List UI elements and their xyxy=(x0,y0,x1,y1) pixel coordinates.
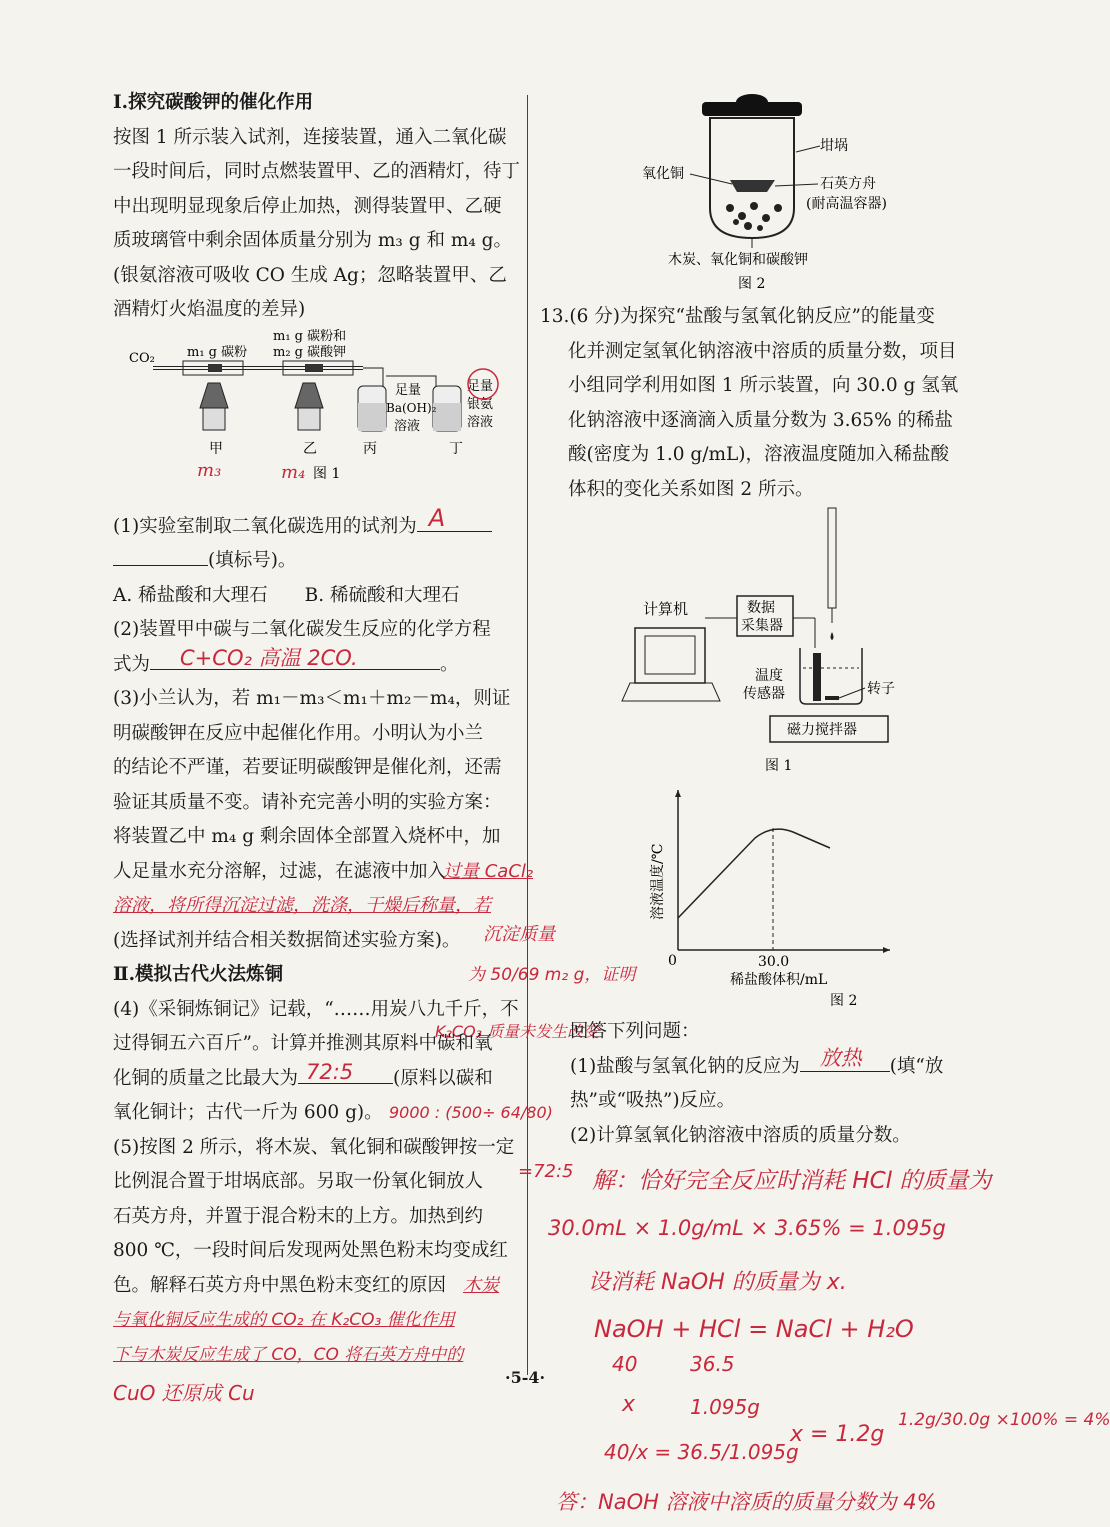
bing-label-b: Ba(OH)₂ xyxy=(386,400,437,415)
bing-label-a: 足量 xyxy=(395,382,422,398)
m1-label2: m₁ g 碳粉和 xyxy=(273,328,347,344)
q5-line-2-text: 比例混合置于坩埚底部。另取一份氧化铜放人 xyxy=(113,1171,484,1192)
sol-line-6b: 1.095g xyxy=(690,1395,760,1419)
hw-q3-method: 溶液，将所得沉淀过滤，洗涤，干燥后称量，若 xyxy=(113,895,491,916)
q3-line-6 xyxy=(113,855,534,890)
q5-hw-line-3 xyxy=(113,1338,518,1373)
sol-line-7b: x = 1.2g xyxy=(790,1422,885,1447)
section1-title: Ⅰ.探究碳酸钾的催化作用 xyxy=(113,92,314,113)
sol-line-6a: x xyxy=(622,1392,636,1417)
q3-hw-line xyxy=(113,889,518,924)
hw-m3: m₃ xyxy=(197,459,222,481)
graph-ylabel: 溶液温度/℃ xyxy=(650,843,666,920)
right-column xyxy=(540,300,980,507)
q1-line xyxy=(113,503,518,545)
sol-line-7: 40/x = 36.5/1.095g xyxy=(604,1440,799,1464)
hw-q5-1: 木炭 xyxy=(463,1274,499,1296)
q1-line-2 xyxy=(113,544,518,579)
hw-q5-2: 与氧化铜反应生成的 CO₂ 在 K₂CO₃ 催化作用 xyxy=(113,1310,455,1330)
graph-origin: 0 xyxy=(668,953,677,969)
hw-q3-reagent: 过量 CaCl₂ xyxy=(443,860,534,882)
hw-q2-equation: C+CO₂ 高温 2CO. xyxy=(180,645,358,670)
app-caption: 图 1 xyxy=(765,758,793,774)
hw-q4-answer: 72:5 xyxy=(306,1059,354,1084)
para1-line-3: 中出现明显现象后停止加热，测得装置甲、乙硬 xyxy=(113,195,502,217)
figure-2-crucible xyxy=(630,88,930,293)
q4-line-2: 过得铜五六百斤”。计算并推测其原料中碳和氧 xyxy=(113,1033,493,1054)
section2-title-text: Ⅱ.模拟古代火法炼铜 xyxy=(113,964,284,985)
cuo-label: 氧化铜 xyxy=(642,166,684,182)
para1-line-6: 酒精灯火焰温度的差异) xyxy=(113,299,306,320)
q4-line-1 xyxy=(113,993,600,1041)
bing-label-c: 溶液 xyxy=(394,418,421,434)
q3-line-3: 的结论不严谨，若要证明碳酸钾是催化剂，还需 xyxy=(113,757,502,778)
hw-q5-3: 下与木炭反应生成了 CO，CO 将石英方舟中的 xyxy=(113,1344,464,1365)
sol-line-5a: 40 xyxy=(612,1352,638,1376)
jia-label: 甲 xyxy=(209,440,223,457)
mix-label: 木炭、氧化铜和碳酸钾 xyxy=(668,252,808,268)
para1-line-4: 质玻璃管中剩余固体质量分别为 m₃ g 和 m₄ g。 xyxy=(113,230,513,251)
para1-line-2: 一段时间后，同时点燃装置甲、乙的酒精灯，待丁 xyxy=(113,161,521,182)
q5-line-2 xyxy=(113,1161,574,1200)
figure-1-apparatus xyxy=(113,328,518,510)
q1-blank xyxy=(417,503,492,532)
stirrer-label: 磁力搅拌器 xyxy=(787,722,857,738)
co2-label: CO₂ xyxy=(129,350,155,366)
section2-title xyxy=(113,958,636,993)
sol-line-5b: 36.5 xyxy=(690,1352,735,1376)
sol-line-8: 答：NaOH 溶液中溶质的质量分数为 4% xyxy=(556,1490,937,1514)
temp-label-2: 传感器 xyxy=(743,686,785,702)
ding-label-c: 溶液 xyxy=(467,414,494,430)
graph-caption: 图 2 xyxy=(830,993,858,1009)
q1-blank-2 xyxy=(113,545,208,566)
para1-line-1: 按图 1 所示装入试剂，连接装置，通入二氧化碳 xyxy=(113,126,507,148)
q1-options: A. 稀盐酸和大理石 B. 稀硫酸和大理石 xyxy=(113,584,460,606)
hw-q1-answer: A xyxy=(428,503,446,532)
daq-label-1: 数据 xyxy=(747,600,775,616)
bing-label: 丙 xyxy=(363,440,377,457)
q4-line-4-text: 氧化铜计；古代一斤为 600 g)。 xyxy=(113,1102,383,1123)
hw-q3-precip: 沉淀质量 xyxy=(483,923,555,945)
q5-line-4: 800 ℃，一段时间后发现两处黑色粉末均变成红 xyxy=(113,1240,508,1261)
q3-line-4: 验证其质量不变。请补充完善小明的实验方案： xyxy=(113,791,502,813)
q13-line-6: 体积的变化关系如图 2 所示。 xyxy=(568,478,814,500)
r-q2-line: (2)计算氢氧化钠溶液中溶质的质量分数。 xyxy=(570,1124,911,1146)
hw-q3-conclusion: K₂CO₃ 质量未发生改变 xyxy=(435,1021,600,1041)
hw-q4-calc: 9000 : (500÷ 64/80) xyxy=(389,1103,553,1122)
q1-suffix: (填标号)。 xyxy=(208,550,297,571)
q3-tail-line xyxy=(113,923,555,959)
m2-label: m₂ g 碳酸钾 xyxy=(273,344,347,360)
graph-xtick: 30.0 xyxy=(758,954,790,970)
sol-line-1: 解：恰好完全反应时消耗 HCl 的质量为 xyxy=(592,1168,992,1194)
boat-label: 石英方舟 xyxy=(820,176,876,192)
q5-line-5 xyxy=(113,1269,518,1304)
q3-line-5: 将装置乙中 m₄ g 剩余固体全部置入烧杯中，加 xyxy=(113,826,501,847)
q13-line-1: 13.(6 分)为探究“盐酸与氢氧化钠反应”的能量变 xyxy=(540,306,935,327)
boat-label-2: (耐高温容器) xyxy=(806,196,887,212)
hw-q4-result: =72:5 xyxy=(518,1161,574,1182)
q1-text: (1)实验室制取二氧化碳选用的试剂为 xyxy=(113,515,417,537)
q13-line-4: 化钠溶液中逐滴滴入质量分数为 3.65% 的稀盐 xyxy=(568,409,954,431)
daq-label-2: 采集器 xyxy=(741,618,783,634)
ding-label-b: 银氨 xyxy=(467,396,494,412)
r-q1-after: (填“放 xyxy=(889,1055,944,1077)
temp-label-1: 温度 xyxy=(755,668,783,684)
q2-blank xyxy=(150,645,440,670)
q3-line-6-text: 人足量水充分溶解，过滤，在滤液中加入 xyxy=(113,860,447,882)
m1-label: m₁ g 碳粉 xyxy=(187,344,248,360)
para1-line-5: (银氨溶液可吸收 CO 生成 Ag；忽略装置甲、乙 xyxy=(113,264,507,286)
r-q1-line xyxy=(570,1045,1000,1085)
q13-line-3: 小组同学利用如图 1 所示装置，向 30.0 g 氢氧 xyxy=(568,375,959,396)
q13-line-5: 酸(密度为 1.0 g/mL)，溶液温度随加入稀盐酸 xyxy=(568,444,950,465)
ding-label-a: 足量 xyxy=(467,378,494,394)
apparatus-diagram xyxy=(113,328,518,510)
fig1-caption: 图 1 xyxy=(313,465,341,482)
q13-line-2: 化并测定氢氧化钠溶液中溶质的质量分数，项目 xyxy=(568,340,957,362)
q5-line-3: 石英方舟，并置于混合粉末的上方。加热到约 xyxy=(113,1205,484,1227)
sol-line-2: 30.0mL × 1.0g/mL × 3.65% = 1.095g xyxy=(548,1216,946,1240)
crucible-label: 坩埚 xyxy=(820,138,848,154)
sol-line-7c: 1.2g/30.0g ×100% = 4% xyxy=(898,1410,1110,1430)
q3-line-2: 明碳酸钾在反应中起催化作用。小明认为小兰 xyxy=(113,722,484,744)
q4-line-4 xyxy=(113,1096,553,1131)
q3-tail: (选择试剂并结合相关数据简述实验方案)。 xyxy=(113,929,461,951)
answer-intro: 回答下列问题： xyxy=(570,1021,700,1042)
figure-2-temperature-graph xyxy=(640,780,910,1015)
q4-line-1-text: (4)《采铜炼铜记》记载，“……用炭八九千斤，不 xyxy=(113,998,519,1020)
q4-line-3 xyxy=(113,1059,518,1097)
sol-line-3: 设消耗 NaOH 的质量为 x. xyxy=(588,1270,847,1295)
hw-r-q1-answer: 放热 xyxy=(819,1045,862,1070)
hw-q5-4: CuO 还原成 Cu xyxy=(113,1381,255,1405)
q4-line-3-text: 化铜的质量之比最大为 xyxy=(113,1067,299,1089)
q2-line-1: (2)装置甲中碳与二氧化碳发生反应的化学方程 xyxy=(113,619,491,640)
ding-label: 丁 xyxy=(449,440,463,457)
q5-hw-line-4 xyxy=(113,1372,518,1407)
q5-line-5-text: 色。解释石英方舟中黑色粉末变红的原因 xyxy=(113,1274,447,1296)
q3-line-1: (3)小兰认为，若 m₁－m₃＜m₁＋m₂－m₄，则证 xyxy=(113,688,511,709)
q4-after: (原料以碳和 xyxy=(393,1067,493,1089)
q5-hw-line-2 xyxy=(113,1303,518,1338)
answers-block xyxy=(570,1015,1000,1153)
q5-line-1: (5)按图 2 所示，将木炭、氧化铜和碳酸钾按一定 xyxy=(113,1136,515,1158)
yi-label: 乙 xyxy=(303,440,317,457)
rotor-label: 转子 xyxy=(867,681,895,697)
r-q1-text: (1)盐酸与氢氧化钠的反应为 xyxy=(570,1055,800,1077)
hw-m4: m₄ xyxy=(281,461,306,483)
q2-prefix: 式为 xyxy=(113,653,151,675)
q2-line-2 xyxy=(113,645,518,683)
q2-end: 。 xyxy=(440,653,459,675)
q4-blank xyxy=(298,1059,393,1084)
computer-label: 计算机 xyxy=(643,600,689,618)
temperature-curve xyxy=(678,829,830,918)
graph-xlabel: 稀盐酸体积/mL xyxy=(730,972,828,988)
page-number: ·5-4· xyxy=(505,1368,546,1387)
figure-1-right-apparatus xyxy=(625,508,925,778)
hw-q3-mass: 为 50/69 m₂ g，证明 xyxy=(468,965,636,985)
r-q1-blank xyxy=(800,1045,890,1072)
sol-line-4: NaOH + HCl = NaCl + H₂O xyxy=(594,1315,914,1343)
fig2-caption: 图 2 xyxy=(738,276,766,292)
r-q1-line-2: 热”或“吸热”)反应。 xyxy=(570,1090,736,1111)
